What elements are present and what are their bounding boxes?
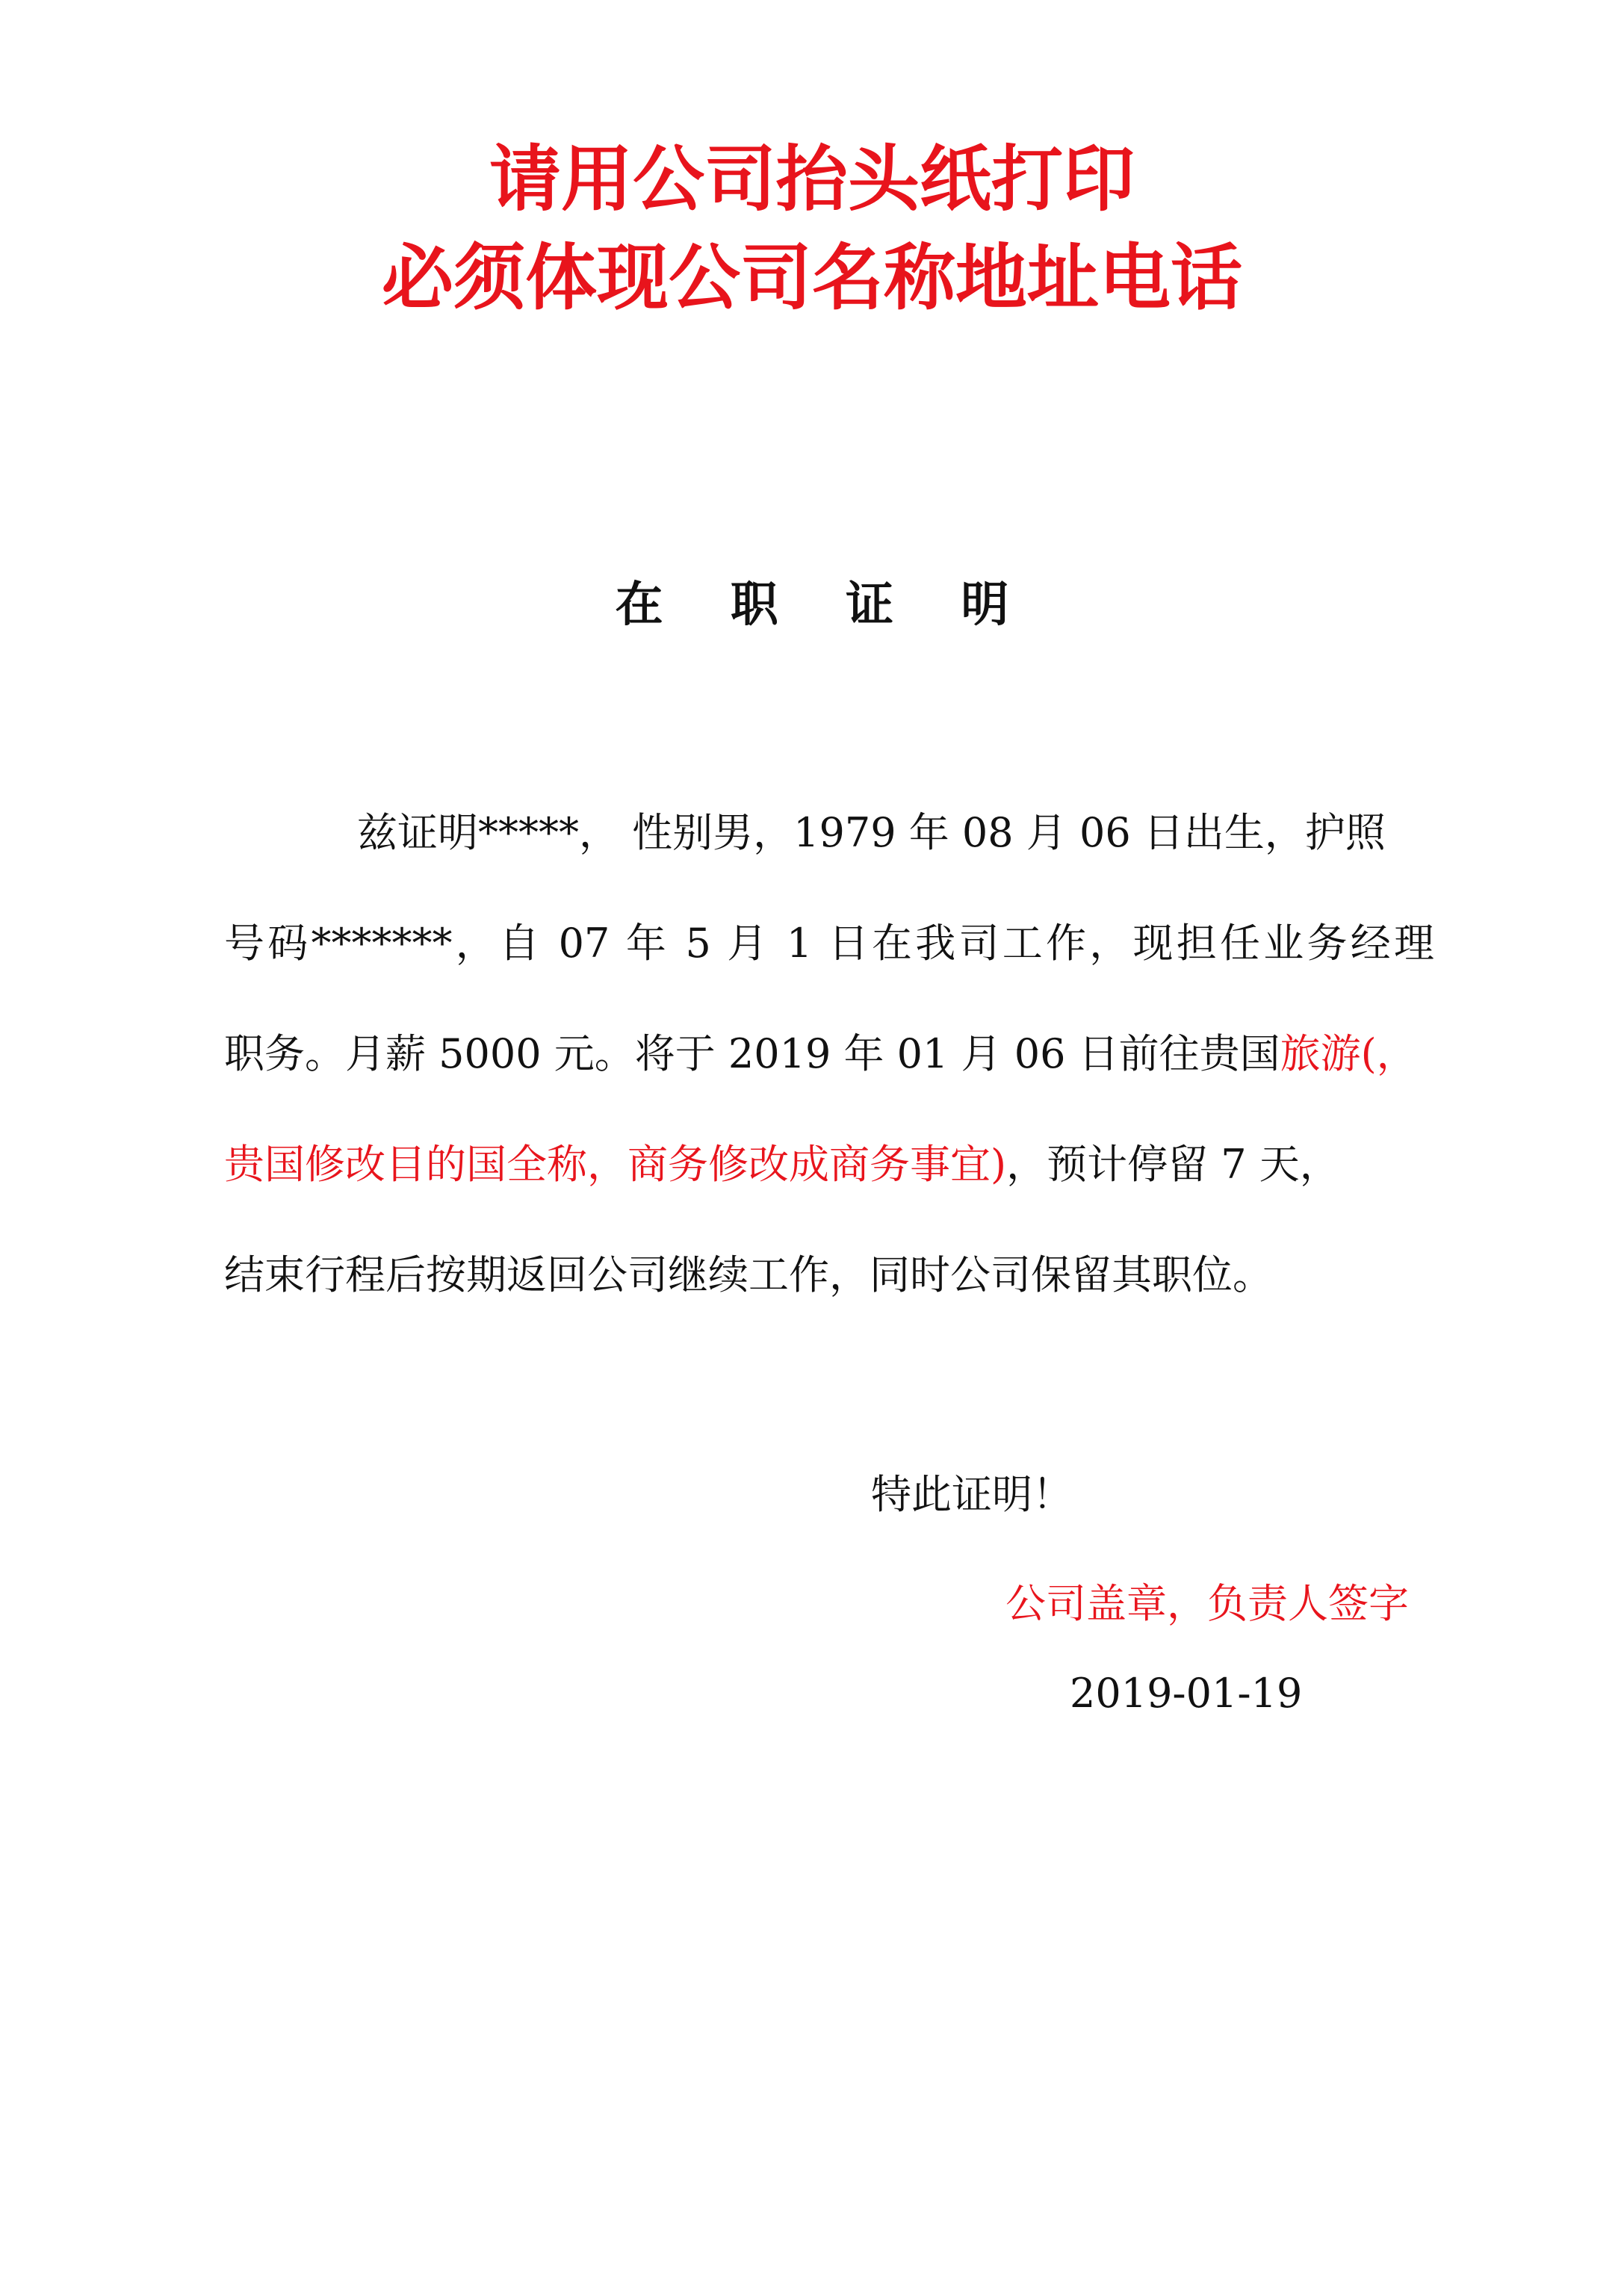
body-line-3-text: 职务。月薪 5000 元。将于 2019 年 01 月 06 日前往贵国 (224, 1030, 1280, 1077)
body-line-5: 结束行程后按期返回公司继续工作，同时公司保留其职位。 (224, 1251, 1273, 1298)
notice-line-2: 必须体现公司名称地址电话 (382, 236, 1242, 320)
body-line-1: 兹证明*****， 性别男，1979 年 08 月 06 日出生，护照 (357, 809, 1386, 856)
seal-signature-note: 公司盖章，负责人签字 (1005, 1580, 1409, 1627)
body-line-3-placeholder: 旅游(， (1280, 1030, 1417, 1077)
issue-date: 2019-01-19 (1070, 1670, 1303, 1717)
body-line-3 (224, 1028, 1417, 1080)
notice-line-1: 请用公司抬头纸打印 (489, 137, 1135, 221)
document-title: 在 职 证 明 (615, 577, 1035, 633)
body-line-4 (224, 1139, 1340, 1191)
body-line-4-text: ，预计停留 7 天， (1006, 1141, 1340, 1188)
hereby-certify: 特此证明！ (871, 1471, 1073, 1518)
body-line-2: 号码*******，自 07 年 5 月 1 日在我司工作，现担任业务经理 (224, 920, 1434, 967)
body-line-4-placeholder: 贵国修改目的国全称，商务修改成商务事宜) (224, 1141, 1007, 1188)
